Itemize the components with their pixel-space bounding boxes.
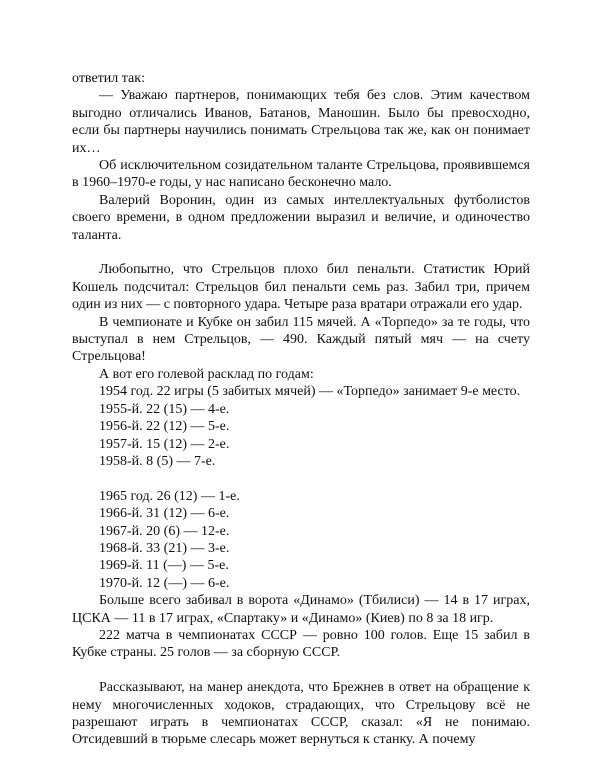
paragraph: В чемпионате и Кубке он забил 115 мячей. А «Торпедо» за те годы, что выступал в нем Стрельцов, — 490. Каждый пятый мяч — на счету Стрельцова! xyxy=(72,314,530,365)
paragraph: — Уважаю партнеров, понимающих тебя без слов. Этим качеством выгодно отличались Иванов, Батанов, Маношин. Было бы превосходно, если бы партнеры научились понимать Стрельцова так же, как он понимает их… xyxy=(72,88,530,156)
paragraph: Любопытно, что Стрельцов плохо бил пенальти. Статистик Юрий Кошель подсчитал: Стрельцов бил пенальти семь раз. Забил три, причем один из них — с повторного удара. Четыре раза вратари отражали его удар. xyxy=(72,262,530,313)
paragraph: 1957-й. 15 (12) — 2-е. xyxy=(99,436,230,452)
paragraph: ответил так: xyxy=(72,71,145,86)
paragraph: 1956-й. 22 (12) — 5-е. xyxy=(99,419,230,435)
paragraph: Рассказывают, на манер анекдота, что Брежнев в ответ на обращение к нему многочисленных ходоков, страдающих, что Стрельцову всё не разрешают играть в чемпионатах СССР, сказал: «Я не понимаю. Отсидевший в тюрьме слесарь может вернуться к станку. А почему xyxy=(72,680,530,748)
paragraph: Валерий Воронин, один из самых интеллектуальных футболистов своего времени, в одном предложении выразил и величие, и одиночество таланта. xyxy=(72,192,530,243)
paragraph-spacer xyxy=(72,244,530,261)
paragraph: А вот его голевой расклад по годам: xyxy=(99,366,314,382)
paragraph: 1966-й. 31 (12) — 6-е. xyxy=(99,506,230,522)
paragraph: 1958-й. 8 (5) — 7-е. xyxy=(99,453,216,469)
paragraph: Больше всего забивал в ворота «Динамо» (Тбилиси) — 14 в 17 играх, ЦСКА — 11 в 17 играх, «Спартаку» и «Динамо» (Киев) по 8 за 18 игр. xyxy=(72,593,530,626)
document-page xyxy=(72,70,530,749)
paragraph: 1965 год. 26 (12) — 1-е. xyxy=(99,488,240,504)
paragraph: Об исключительном созидательном таланте Стрельцова, проявившемся в 1960–1970-е годы, у нас написано бесконечно мало. xyxy=(72,158,530,191)
paragraph: 1955-й. 22 (15) — 4-е. xyxy=(99,401,230,417)
paragraph: 1968-й. 33 (21) — 3-е. xyxy=(99,540,230,556)
paragraph-spacer xyxy=(72,470,530,487)
paragraph: 1969-й. 11 (—) — 5-е. xyxy=(99,558,229,574)
paragraph: 1970-й. 12 (—) — 6-е. xyxy=(99,575,230,591)
paragraph-spacer xyxy=(72,662,530,679)
paragraph: 222 матча в чемпионатах СССР — ровно 100 голов. Еще 15 забил в Кубке страны. 25 голов — за сборную СССР. xyxy=(72,627,530,661)
paragraph: 1967-й. 20 (6) — 12-е. xyxy=(99,523,230,539)
paragraph: 1954 год. 22 игры (5 забитых мячей) — «Торпедо» занимает 9-е место. xyxy=(99,384,521,400)
